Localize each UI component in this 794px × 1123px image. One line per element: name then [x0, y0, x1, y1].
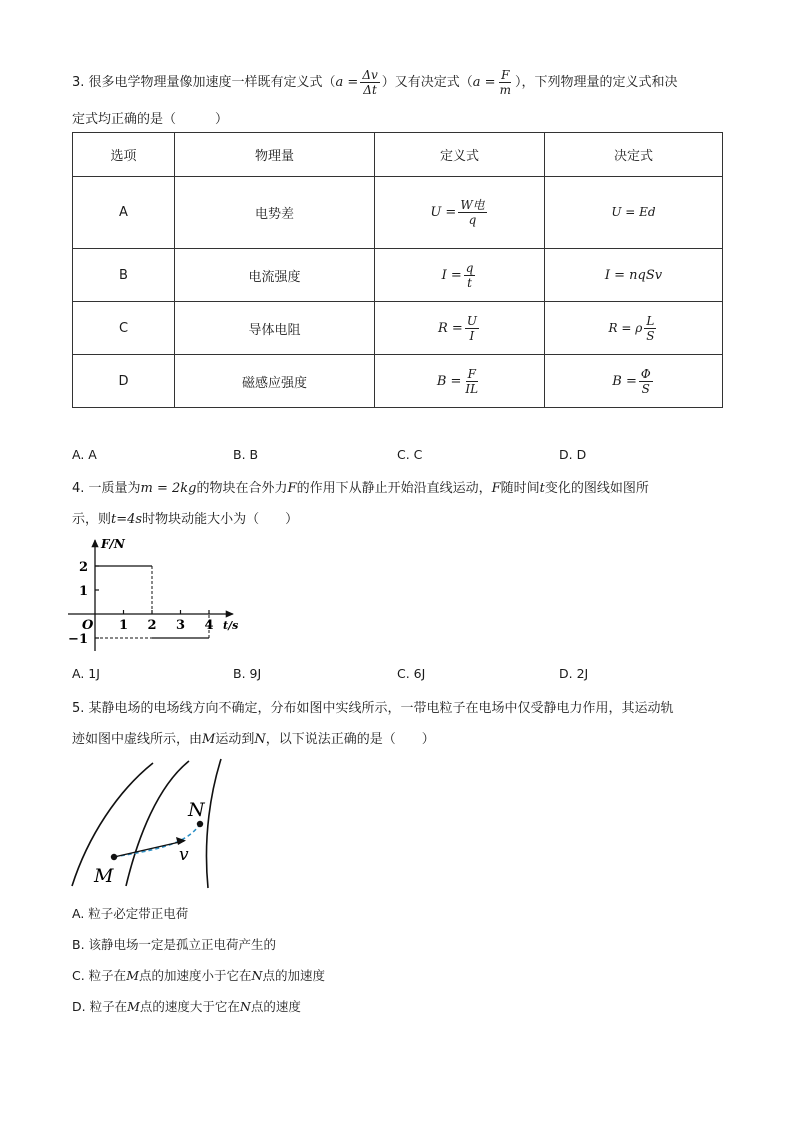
q3-dec-fraction — [498, 68, 513, 97]
def-lhs: U = — [430, 205, 457, 220]
q3-def-num: Δv — [362, 68, 378, 82]
q4-choice-b[interactable]: B. 9J — [233, 666, 262, 681]
q3-dec-lhs: a = — [472, 75, 496, 90]
q5-choice-d[interactable] — [72, 997, 301, 1015]
row-quantity: 电流强度 — [175, 249, 375, 302]
q3-stem-line2: 定式均正确的是（ ） — [72, 112, 229, 127]
label-M: M — [94, 865, 114, 887]
def-lhs: I = — [441, 267, 462, 283]
q5-text-b: 运动到 — [215, 732, 255, 747]
table-row — [73, 355, 723, 408]
velocity-arrow — [114, 841, 184, 857]
point-M — [111, 854, 117, 860]
choice-text: 点的加速度小于它在 — [139, 968, 252, 983]
q3-choice-c[interactable]: C. C — [397, 447, 423, 462]
row-definition — [375, 355, 545, 408]
row-option: C — [73, 302, 175, 355]
q3-stem-line1 — [72, 66, 677, 100]
label-v: v — [179, 845, 189, 865]
decision-formula: I = nqSv — [604, 267, 663, 283]
def-den: t — [467, 275, 472, 290]
q4-time: t=4s — [111, 512, 143, 527]
y-tick-label: 2 — [78, 560, 88, 575]
q4-F: F — [287, 481, 297, 496]
origin-label: O — [82, 618, 94, 633]
q5-M: M — [202, 732, 216, 747]
choice-var: N — [239, 999, 251, 1014]
q4-choice-a[interactable]: A. 1J — [72, 666, 100, 681]
def-num: U — [466, 313, 477, 328]
def-den: I — [469, 328, 475, 343]
q5-choice-a[interactable]: A. 粒子必定带正电荷 — [72, 906, 189, 921]
q4-force-time-chart — [68, 536, 248, 656]
x-axis-label: t/s — [223, 619, 239, 632]
row-decision — [545, 302, 723, 355]
choice-var: M — [126, 968, 139, 983]
q4-text-b: 的物块在合外力 — [196, 481, 288, 496]
q3-table — [72, 132, 723, 408]
choice-text: C. 粒子在 — [72, 968, 127, 983]
q4-t: t — [539, 481, 545, 496]
x-tick-label: 1 — [118, 618, 129, 633]
q5-field-diagram — [68, 756, 238, 891]
q3-stem-a: 3. 很多电学物理量像加速度一样既有定义式（ — [72, 75, 336, 90]
decision-formula: U = Ed — [611, 205, 656, 219]
def-num: q — [465, 260, 474, 275]
dec-num: L — [646, 313, 655, 328]
q5-stem-line2 — [72, 728, 435, 747]
q5-choice-c[interactable] — [72, 966, 325, 984]
def-den: q — [468, 213, 477, 227]
row-quantity: 磁感应强度 — [175, 355, 375, 408]
table-row — [73, 302, 723, 355]
choice-text: 点的加速度 — [262, 968, 325, 983]
table-row — [73, 249, 723, 302]
q3-header-decision: 决定式 — [545, 133, 723, 177]
q3-def-den: Δt — [363, 83, 377, 97]
q4-text-a: 4. 一质量为 — [72, 481, 141, 496]
def-num: W电 — [460, 198, 485, 212]
dec-num: Φ — [640, 366, 651, 381]
def-lhs: R = — [438, 320, 463, 336]
q3-table-header-row — [73, 133, 723, 177]
dec-den: S — [641, 381, 650, 396]
dec-den: S — [646, 328, 655, 343]
q3-choice-a[interactable]: A. A — [72, 447, 97, 462]
q3-def-lhs: a = — [335, 75, 359, 90]
row-decision — [545, 177, 723, 249]
q5-N: N — [254, 732, 266, 747]
q5-text-a: 迹如图中虚线所示，由 — [72, 732, 203, 747]
y-axis-label: F/N — [101, 537, 125, 551]
row-definition — [375, 249, 545, 302]
q4-mass: m = 2kg — [140, 481, 197, 496]
row-quantity: 电势差 — [175, 177, 375, 249]
choice-var: N — [251, 968, 263, 983]
q4-text-c: 的作用下从静止开始沿直线运动， — [296, 481, 492, 496]
q4-choice-d[interactable]: D. 2J — [559, 666, 589, 681]
row-option: A — [73, 177, 175, 249]
row-decision — [545, 355, 723, 408]
row-decision — [545, 249, 723, 302]
point-N — [197, 821, 203, 827]
y-tick-label: 1 — [78, 584, 88, 599]
q5-stem-line1: 5. 某静电场的电场线方向不确定，分布如图中实线所示，一带电粒子在电场中仅受静电力作用，其运动轨 — [72, 701, 674, 716]
def-den: IL — [465, 381, 479, 396]
q3-stem-b: ）又有决定式（ — [381, 75, 473, 90]
q4-stem-line2 — [72, 508, 298, 527]
q3-stem-c: ），下列物理量的定义式和决 — [514, 75, 678, 90]
q4-stem-line1 — [72, 477, 649, 496]
q4-F2: F — [491, 481, 501, 496]
label-N: N — [188, 799, 205, 821]
q4-text-f: 示，则 — [72, 512, 112, 527]
choice-text: 点的速度大于它在 — [139, 999, 240, 1014]
row-option: B — [73, 249, 175, 302]
row-definition — [375, 302, 545, 355]
choice-text: D. 粒子在 — [72, 999, 128, 1014]
q3-header-definition: 定义式 — [375, 133, 545, 177]
def-num: F — [467, 366, 476, 381]
q5-text-c: ，以下说法正确的是（ ） — [265, 732, 435, 747]
row-option: D — [73, 355, 175, 408]
q4-text-d: 随时间 — [500, 481, 540, 496]
row-quantity: 导体电阻 — [175, 302, 375, 355]
x-tick-label: 3 — [175, 618, 186, 633]
q4-text-g: 时物块动能大小为（ ） — [142, 512, 299, 527]
choice-text: 点的速度 — [250, 999, 301, 1014]
q3-dec-den: m — [499, 83, 511, 97]
q3-dec-num: F — [501, 68, 510, 82]
choice-var: M — [127, 999, 140, 1014]
dec-lhs: B = — [612, 373, 637, 389]
def-lhs: B = — [436, 373, 462, 389]
x-tick-label: 2 — [147, 618, 157, 633]
q3-header-quantity: 物理量 — [175, 133, 375, 177]
dec-lhs: R = ρ — [608, 320, 643, 335]
q4-text-e: 变化的图线如图所 — [544, 481, 649, 496]
row-definition — [375, 177, 545, 249]
q3-choice-d[interactable]: D. D — [559, 447, 587, 462]
y-tick-label: −1 — [68, 632, 88, 647]
q4-choice-c[interactable]: C. 6J — [397, 666, 426, 681]
q3-def-fraction — [360, 68, 379, 97]
field-line — [206, 759, 221, 888]
table-row — [73, 177, 723, 249]
q3-header-option: 选项 — [73, 133, 175, 177]
q5-choice-b[interactable]: B. 该静电场一定是孤立正电荷产生的 — [72, 937, 277, 952]
x-tick-label: 4 — [204, 618, 214, 633]
q3-choice-b[interactable]: B. B — [233, 447, 259, 462]
